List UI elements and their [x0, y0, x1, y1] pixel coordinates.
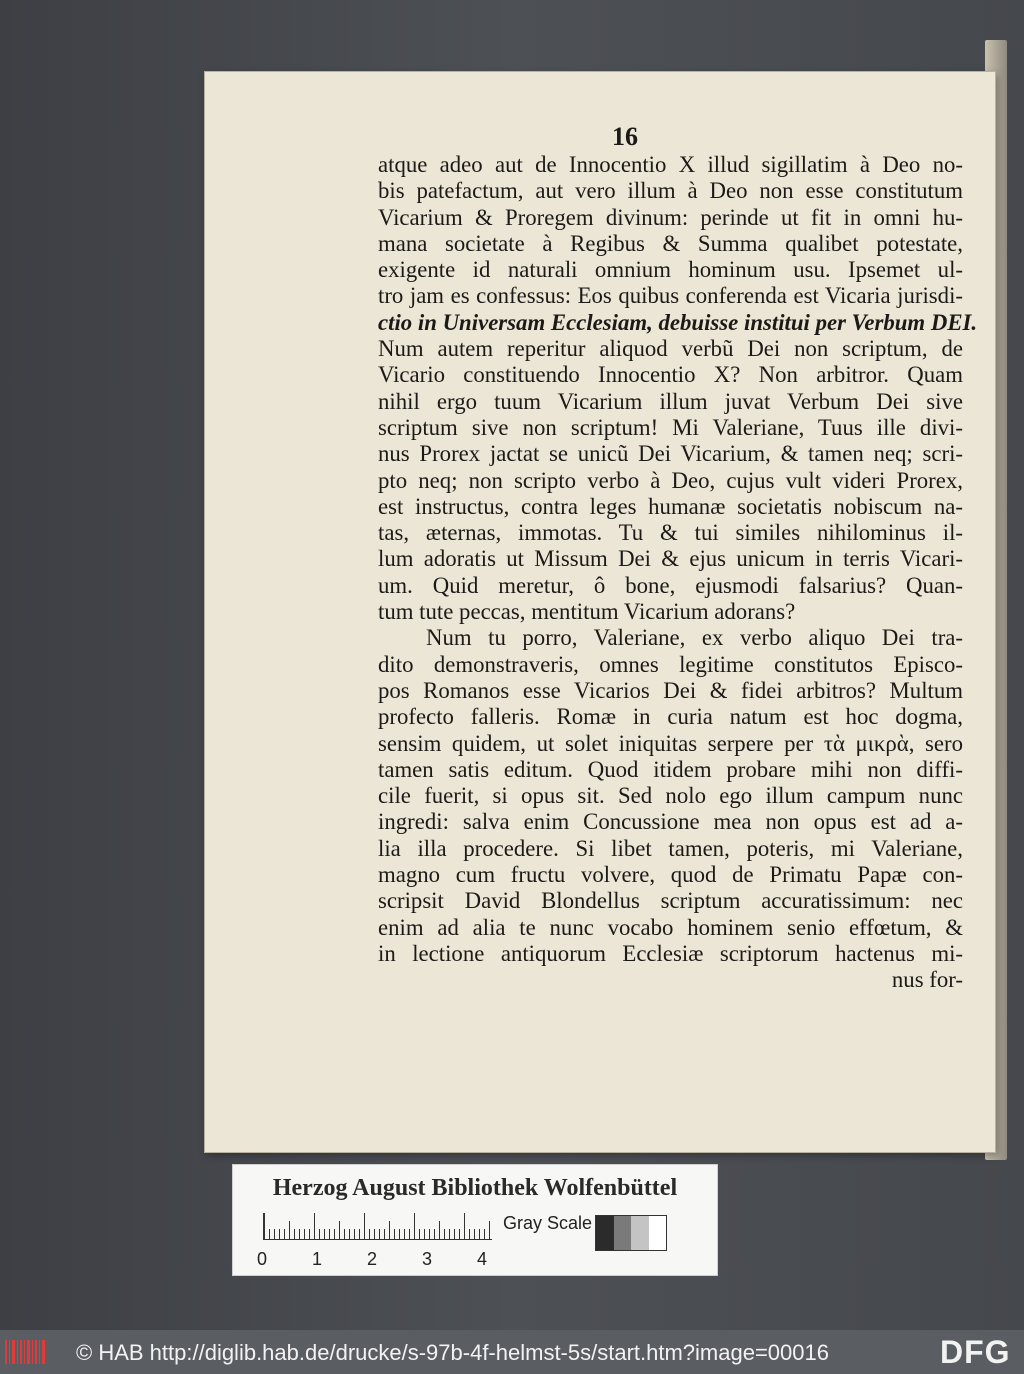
page-text [378, 152, 978, 994]
ruler-number: 1 [312, 1249, 323, 1269]
footer-link[interactable]: © HAB http://diglib.hab.de/drucke/s-97b-4f-helmst-5s/start.htm?image=00016 [76, 1340, 829, 1365]
text-line: lum adoratis ut Missum Dei & ejus unicum in terris Vicari- [378, 546, 963, 572]
text-line: est instructus, contra leges humanæ societatis nobiscum na- [378, 493, 963, 519]
book-page [205, 72, 995, 1152]
text-line: scriptum sive non scriptum! Mi Valeriane, Tuus ille divi- [378, 414, 963, 440]
text-line: tas, æternas, immotas. Tu & tui similes nihilominus il- [378, 520, 963, 546]
text-line: atque adeo aut de Innocentio X illud sigillatim à Deo no- [378, 152, 963, 177]
text-line: enim ad alia te nunc vocabo hominem senio effœtum, & [378, 914, 963, 940]
gray-swatch [614, 1216, 632, 1250]
text-line: profecto falleris. Romæ in curia natum est hoc dogma, [378, 704, 963, 730]
text-line: bis patefactum, aut vero illum à Deo non esse constitutum [378, 178, 963, 204]
ruler-number: 0 [257, 1249, 268, 1269]
gray-swatch [649, 1216, 667, 1250]
text-line: mana societate à Regibus & Summa qualibet potestate, [378, 230, 963, 256]
dfg-logo: DFG [940, 1334, 1011, 1370]
text-line: Num tu porro, Valeriane, ex verbo aliquo Dei tra- [426, 625, 963, 651]
text-line: sensim quidem, ut solet iniquitas serpere per τὰ μικρὰ, sero [378, 730, 963, 756]
text-line: nus Prorex jactat se unicũ Dei Vicarium, & tamen neq; scri- [378, 441, 963, 467]
text-line: magno cum fructu volvere, quod de Primatu Papæ con- [378, 862, 963, 888]
text-line: cile fuerit, si opus sit. Sed nolo ego illum campum nunc [378, 783, 963, 809]
text-line: um. Quid meretur, ô bone, ejusmodi falsarius? Quan- [378, 572, 963, 598]
ruler-number: 4 [477, 1249, 488, 1269]
text-line: tum tute peccas, mentitum Vicarium adorans? [378, 599, 796, 625]
gray-swatch [631, 1216, 649, 1250]
ruler-number: 2 [367, 1249, 378, 1269]
gray-scale-swatches [595, 1215, 667, 1251]
text-line: scripsit David Blondellus scriptum accuratissimum: nec [378, 888, 963, 914]
text-line: nus for- [891, 967, 963, 993]
ruler-numbers [257, 1249, 497, 1269]
text-line: ingredi: salva enim Concussione mea non opus est ad a- [378, 809, 963, 835]
text-line: pos Romanos esse Vicarios Dei & fidei arbitros? Multum [378, 677, 963, 703]
gray-scale-label: Gray Scale [503, 1213, 593, 1233]
text-line: nihil ergo tuum Vicarium illum juvat Verbum Dei sive [378, 388, 963, 414]
color-target [232, 1164, 718, 1276]
gray-swatch [596, 1216, 614, 1250]
text-line: exigente id naturali omnium hominum usu. Ipsemet ul- [378, 257, 963, 283]
barcode-icon [4, 1338, 48, 1366]
library-name: Herzog August Bibliothek Wolfenbüttel [272, 1175, 678, 1201]
ruler-ticks [264, 1213, 492, 1239]
text-line: Num autem reperitur aliquod verbũ Dei non scriptum, de [378, 336, 963, 362]
ruler-number: 3 [422, 1249, 433, 1269]
text-line: tro jam es confessus: Eos quibus conferenda est Vicaria jurisdi- [378, 283, 963, 309]
text-line: in lectione antiquorum Ecclesiæ scriptorum hactenus mi- [378, 940, 963, 966]
text-line: pto neq; non scripto verbo à Deo, cujus vult videri Prorex, [378, 467, 963, 493]
text-line: tamen satis editum. Quod itidem probare mihi non diffi- [378, 756, 963, 782]
page-number: 16 [612, 122, 638, 151]
text-line: ctio in Universam Ecclesiam, debuisse institui per Verbum DEI. [378, 309, 978, 335]
text-line: Vicarium & Proregem divinum: perinde ut fit in omni hu- [378, 204, 963, 230]
text-line: lia illa procedere. Si libet tamen, poteris, mi Valeriane, [378, 835, 963, 861]
text-line: dito demonstraveris, omnes legitime constitutos Episco- [378, 651, 963, 677]
text-line: Vicario constituendo Innocentio X? Non arbitror. Quam [378, 362, 963, 388]
footer-bar [0, 1330, 1024, 1374]
ruler [263, 1213, 492, 1240]
